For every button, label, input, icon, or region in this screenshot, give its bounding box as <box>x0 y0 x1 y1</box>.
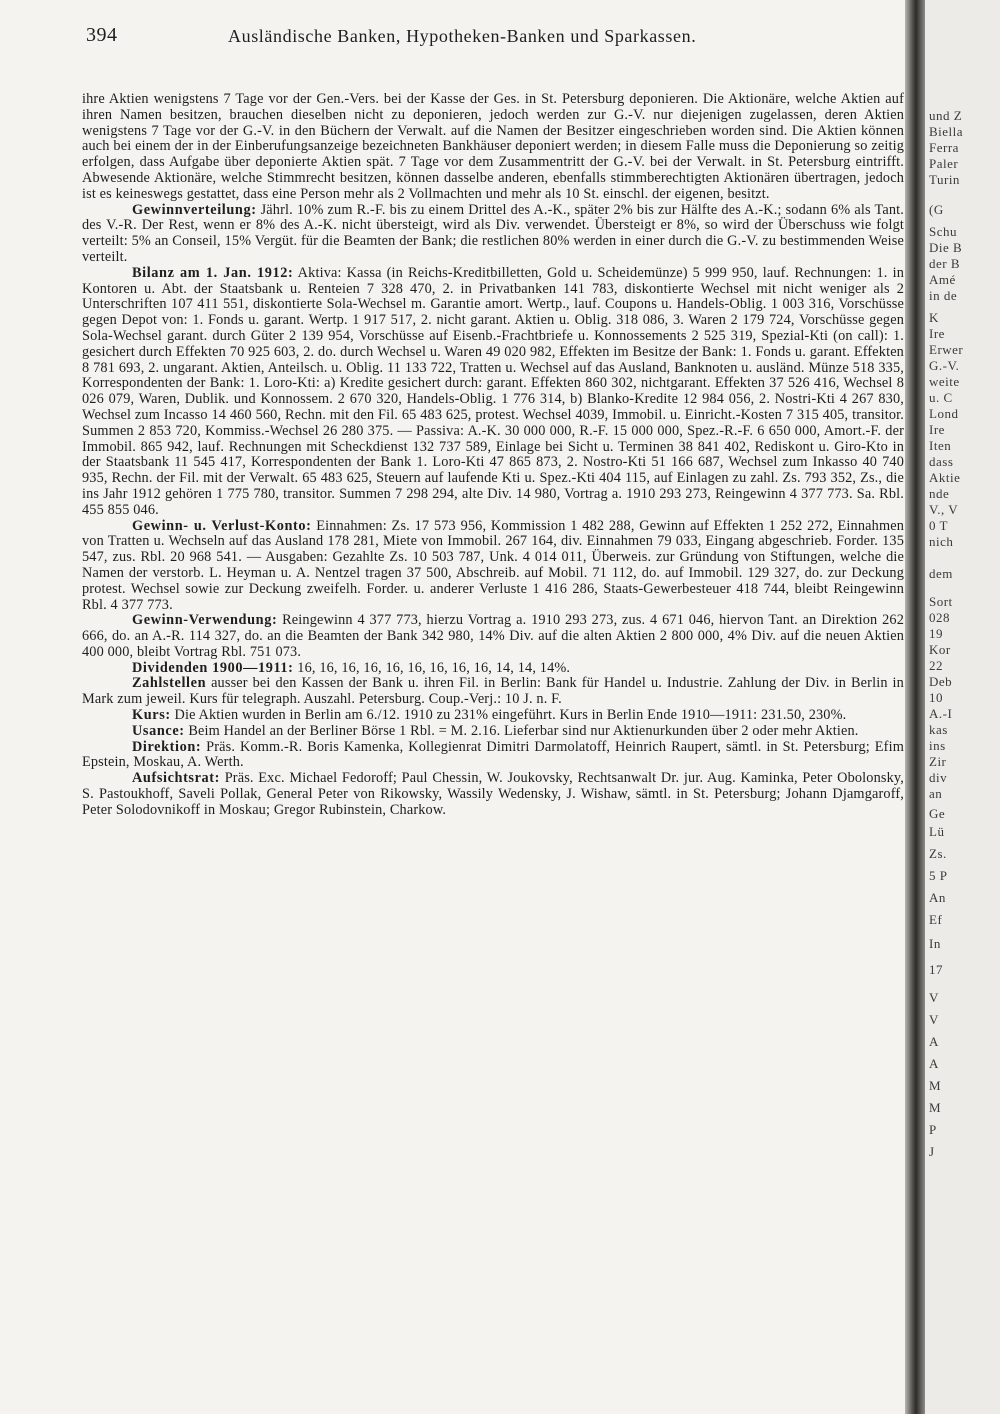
facing-page-fragment: an <box>929 786 943 801</box>
facing-page-fragment: Erwer <box>929 342 964 357</box>
paragraph-text: Die Aktien wurden in Berlin am 6./12. 1910 zu 231% eingeführt. Kurs in Berlin Ende 1910—1911: 231.50, 230%. <box>174 707 847 724</box>
paragraph-zahlstellen <box>82 676 904 708</box>
facing-page-fragment: Sort <box>929 594 953 609</box>
facing-page-fragment: 19 <box>929 626 943 641</box>
paragraph-text: Einnahmen: Zs. 17 573 956, Kommission 1 482 288, Gewinn auf Effekten 1 252 272, Einnahmen von Tratten u. Wechseln auf das Ausland 178 281, Miete von Immobil. 267 164, div. Einnahmen 79 033, Eingang abgeschrieb. Forder. 135 547, zus. Rbl. 20 968 541. — Ausgaben: Gezahlte Zs. 10 503 787, Unk. 4 014 011, Überweis. zur Gründung von Stiftungen, welche die Namen der verstorb. L. Heyman u. A. Nentzel tragen 37 500, Abschreib. auf Mobil. 71 112, do. auf Immobil. 129 327, do. zur Deckung protest. Wechsel sowie zur Deckung zweifelh. Forder. u. anderer Verluste 1 416 286, Staats-Gewerbesteuer 418 744, bleibt Reingewinn Rbl. 4 377 773. <box>82 517 904 613</box>
facing-page-fragment: dem <box>929 566 953 581</box>
paragraph-text: Präs. Exc. Michael Fedoroff; Paul Chessin, W. Joukovsky, Rechtsanwalt Dr. jur. Aug. Kaminka, Peter Obolonsky, S. Pastoukhoff, Saveli Pollak, General Peter von Rikowsky, Wassily Wedensky, J. Wishaw, sämtl. in St. Petersburg; Johann Djamgaroff, Peter Solodovnikoff in Moskau; Gregor Rubinstein, Charkow. <box>82 770 904 818</box>
facing-page-fragment: nich <box>929 534 954 549</box>
page-body <box>82 92 904 819</box>
facing-page-fragment: Zir <box>929 754 947 769</box>
facing-page-fragment: Paler <box>929 156 959 171</box>
facing-page-fragment: Ferra <box>929 140 959 155</box>
facing-page-fragment: Turin <box>929 172 960 187</box>
facing-page-fragment: A <box>929 1034 939 1049</box>
running-title: Ausländische Banken, Hypotheken-Banken und Sparkassen. <box>228 26 697 46</box>
facing-page-fragment: in de <box>929 288 958 303</box>
facing-page-fragment: div <box>929 770 948 785</box>
facing-page-fragment: weite <box>929 374 960 389</box>
facing-page-fragment: der B <box>929 256 961 271</box>
paragraph-gewinn-verwendung <box>82 613 904 660</box>
paragraph-text: Reingewinn 4 377 773, hierzu Vortrag a. 1910 293 273, zus. 4 671 046, hiervon Tant. an Direktion 262 666, do. an A.-R. 114 327, do. an die Beamten der Bank 342 980, 14% Div. auf die alten Aktien 2 800 000, 4% Div. auf die neuen Aktien 400 000, bleibt Vortrag Rbl. 751 073. <box>82 612 904 660</box>
facing-page-fragment: Ire <box>929 326 945 341</box>
facing-page-fragment: J <box>929 1144 935 1159</box>
facing-page-fragment: K <box>929 310 939 325</box>
book-page <box>82 20 904 1410</box>
facing-page-fragment: M <box>929 1100 942 1115</box>
facing-page-fragment: Lü <box>929 824 945 839</box>
facing-page-fragment: V., V <box>929 502 959 517</box>
facing-page-fragment: Zs. <box>929 846 947 861</box>
facing-page-fragment: Ge <box>929 806 946 821</box>
facing-page-fragment: Die B <box>929 240 963 255</box>
facing-page-fragment: (G <box>929 202 944 217</box>
section-label: Dividenden 1900—1911: <box>132 659 294 676</box>
section-label: Bilanz am 1. Jan. 1912: <box>132 264 294 281</box>
facing-page-fragment: V <box>929 1012 939 1027</box>
facing-page-fragment: Schu <box>929 224 957 239</box>
facing-page-fragment: An <box>929 890 946 905</box>
facing-page-fragment: A <box>929 1056 939 1071</box>
section-label: Gewinnverteilung: <box>132 201 257 218</box>
facing-page-fragment: Ire <box>929 422 945 437</box>
paragraph-dividenden <box>82 661 904 677</box>
book-gutter-shadow <box>905 0 925 1414</box>
paragraph-text: ausser bei den Kassen der Bank u. ihren Fil. in Berlin: Bank für Handel u. Industrie. Zahlung der Div. in Berlin in Mark zum jeweil. Kurs für telegraph. Auszahl. Petersburg. Coup.-Verj.: 10 J. n. F. <box>82 675 904 708</box>
section-label: Direktion: <box>132 738 202 755</box>
paragraph-direktion <box>82 740 904 772</box>
facing-page-fragment: Aktie <box>929 470 961 485</box>
paragraph-text: Beim Handel an der Berliner Börse 1 Rbl. = M. 2.16. Lieferbar sind nur Aktienurkunden über 2 oder mehr Aktien. <box>188 722 859 739</box>
facing-page-fragment: ins <box>929 738 946 753</box>
facing-page-fragment: P <box>929 1122 937 1137</box>
paragraph-aufsichtsrat <box>82 771 904 818</box>
facing-page-fragment: 22 <box>929 658 943 673</box>
facing-page-fragment: Ef <box>929 912 943 927</box>
facing-page-fragment: M <box>929 1078 942 1093</box>
facing-page-fragment: 5 P <box>929 868 948 883</box>
facing-page-fragment: A.-I <box>929 706 953 721</box>
section-label: Zahlstellen <box>132 675 207 692</box>
paragraph-text: Jährl. 10% zum R.-F. bis zu einem Drittel des A.-K., später 2% bis zur Hälfte des A.-K.; sodann 6% als Tant. des V.-R. Der Rest, wenn er 8% des A.-K. nicht übersteigt, wird als Div. verwendet. Übersteigt er 8%, so wird der Überschuss wie folgt verteilt: 5% an Conseil, 15% Vergüt. für die Beamten der Bank; die restlichen 80% werden in einer durch die G.-V. zu bestimmenden Weise verteilt. <box>82 201 904 265</box>
facing-page-edge <box>925 0 1000 1414</box>
facing-page-fragment: Iten <box>929 438 952 453</box>
section-label: Usance: <box>132 722 185 739</box>
facing-page-fragment: nde <box>929 486 950 501</box>
paragraph-kurs <box>82 708 904 724</box>
paragraph-usance <box>82 724 904 740</box>
page-number: 394 <box>86 24 118 46</box>
paragraph-bilanz <box>82 266 904 519</box>
paragraph-text: 16, 16, 16, 16, 16, 16, 16, 16, 16, 14, 14, 14%. <box>297 659 571 676</box>
facing-page-fragment: kas <box>929 722 948 737</box>
section-label: Gewinn-Verwendung: <box>132 612 278 629</box>
paragraph-text: ihre Aktien wenigstens 7 Tage vor der Gen.-Vers. bei der Kasse der Ges. in St. Petersburg deponieren. Die Aktionäre, welche Aktien auf ihren Namen besitzen, brauchen dieselben nicht zu deponieren, jedoch werden zur G.-V. nur diejenigen zugelassen, deren Aktien wenigstens 7 Tage vor der G.-V. in den Büchern der Verwalt. auf die Namen der Besitzer eingeschrieben worden sind. Die Aktien können auch bei einem der in der Einberufungsanzeige bezeichneten Bankhäuser deponiert werden; in diesem Falle muss die Deponierung so zeitig erfolgen, dass Aufgabe über deponierte Aktien spät. 7 Tage vor dem Zusammentritt der G.-V. bei der Verwalt. in St. Petersburg eintrifft. Abwesende Aktionäre, welche Stimmrecht besitzen, können dasselbe anderen, ebenfalls stimmberechtigten Aktionären übertragen, jedoch ist es keineswegs gestattet, dass eine Person mehr als 2 Vollmachten und mehr als 10 St. einschl. der eigenen, besitzt. <box>82 91 904 202</box>
section-label: Gewinn- u. Verlust-Konto: <box>132 517 312 534</box>
paragraph-aktien-deposit <box>82 92 904 203</box>
facing-page-fragment: G.-V. <box>929 358 960 373</box>
facing-page-fragment: u. C <box>929 390 953 405</box>
section-label: Kurs: <box>132 707 171 724</box>
facing-page-fragment: Biella <box>929 124 964 139</box>
paragraph-gewinn-verlust-konto <box>82 519 904 614</box>
facing-page-fragment: 10 <box>929 690 943 705</box>
facing-page-fragment: V <box>929 990 939 1005</box>
facing-page-fragment: Deb <box>929 674 953 689</box>
facing-page-fragment: In <box>929 936 941 951</box>
facing-page-fragment: Amé <box>929 272 956 287</box>
paragraph-text: Präs. Komm.-R. Boris Kamenka, Kollegienrat Dimitri Darmolatoff, Heinrich Raupert, sämtl. in St. Petersburg; Efim Epstein, Moskau, A. Werth. <box>82 738 904 771</box>
facing-page-fragment: und Z <box>929 108 963 123</box>
facing-page-fragment: 028 <box>929 610 950 625</box>
facing-page-fragment: dass <box>929 454 954 469</box>
facing-page-fragment: 17 <box>929 962 943 977</box>
paragraph-text: Aktiva: Kassa (in Reichs-Kreditbilletten, Gold u. Scheidemünze) 5 999 950, lauf. Rechnungen: 1. in Kontoren u. Abt. der Staatsbank u. Renteien 7 328 470, 2. in Privatbanken 141 783, diskontierte Wechsel mit nicht weniger als 2 Unterschriften 107 411 551, diskontierte Sola-Wechsel m. Garantie amort. Wertp., lauf. Coupons u. Handels-Oblig. 1 003 316, Vorschüsse gegen Depot von: 1. Fonds u. garant. Wertp. 1 917 517, 2. nicht garant. Aktien u. Oblig. 318 086, 3. Waren 2 179 724, Vorschüsse gegen Sola-Wechsel garant. durch Güter 2 139 954, Vorschüsse auf Eisenb.-Frachtbriefe u. Konnossements 2 525 319, Spezial-Kti (on call): 1. gesichert durch Effekten 70 925 603, 2. do. durch Wechsel u. Waren 49 020 982, Effekten im Besitze der Bank: 1. Fonds u. garant. Effekten 8 781 693, 2. ungarant. Aktien, Anteilsch. u. Oblig. 11 133 722, Tratten u. Wechsel auf das Ausland, Banknoten u. ausländ. Münze 518 335, Korrespondenten der Bank: 1. Loro-Kti: a) Kredite gesichert durch: garant. Effekten 860 302, nichtgarant. Effekten 37 526 416, Wechsel 8 026 079, Waren, Dublik. und Konnossem. 2 670 320, Handels-Oblig. 1 776 314, b) Blanko-Kredite 12 984 056, 2. Nostri-Kti 4 267 830, Wechsel zum Incasso 14 460 560, Rechn. mit den Fil. 65 483 625, protest. Wechsel 4039, Immobil. u. Einricht.-Kosten 7 315 405, transitor. Summen 2 853 720, Kommiss.-Wechsel 26 280 375. — Passiva: A.-K. 30 000 000, R.-F. 15 000 000, Spez.-R.-F. 6 650 000, Amort.-F. der Immobil. 865 942, lauf. Rechnungen mit Scheckdienst 132 737 589, Einlage bei Sicht u. Terminen 38 841 402, Rediskont u. Giro-Kto in der Staatsbank 11 545 417, Korrespondenten der Bank 1. Loro-Kti 47 865 873, 2. Nostro-Kti 51 166 687, Wechsel zum Inkasso 40 740 935, Rechn. der Fil. mit der Verwalt. 65 483 625, Steuern auf laufende Kti u. Spez.-Kti 404 115, auf Einlagen zu zahl. Zs. 793 352, Zs., die ins Jahr 1912 gehören 1 775 780, transitor. Summen 7 298 294, alte Div. 14 980, Vortrag a. 1910 293 273, Reingewinn 4 377 773. Sa. Rbl. 455 855 046. <box>82 264 904 518</box>
page-header <box>82 20 904 54</box>
facing-page-fragment: Lond <box>929 406 959 421</box>
section-label: Aufsichtsrat: <box>132 770 221 787</box>
paragraph-gewinnverteilung <box>82 203 904 266</box>
facing-page-fragment: Kor <box>929 642 951 657</box>
facing-page-fragment: 0 T <box>929 518 948 533</box>
